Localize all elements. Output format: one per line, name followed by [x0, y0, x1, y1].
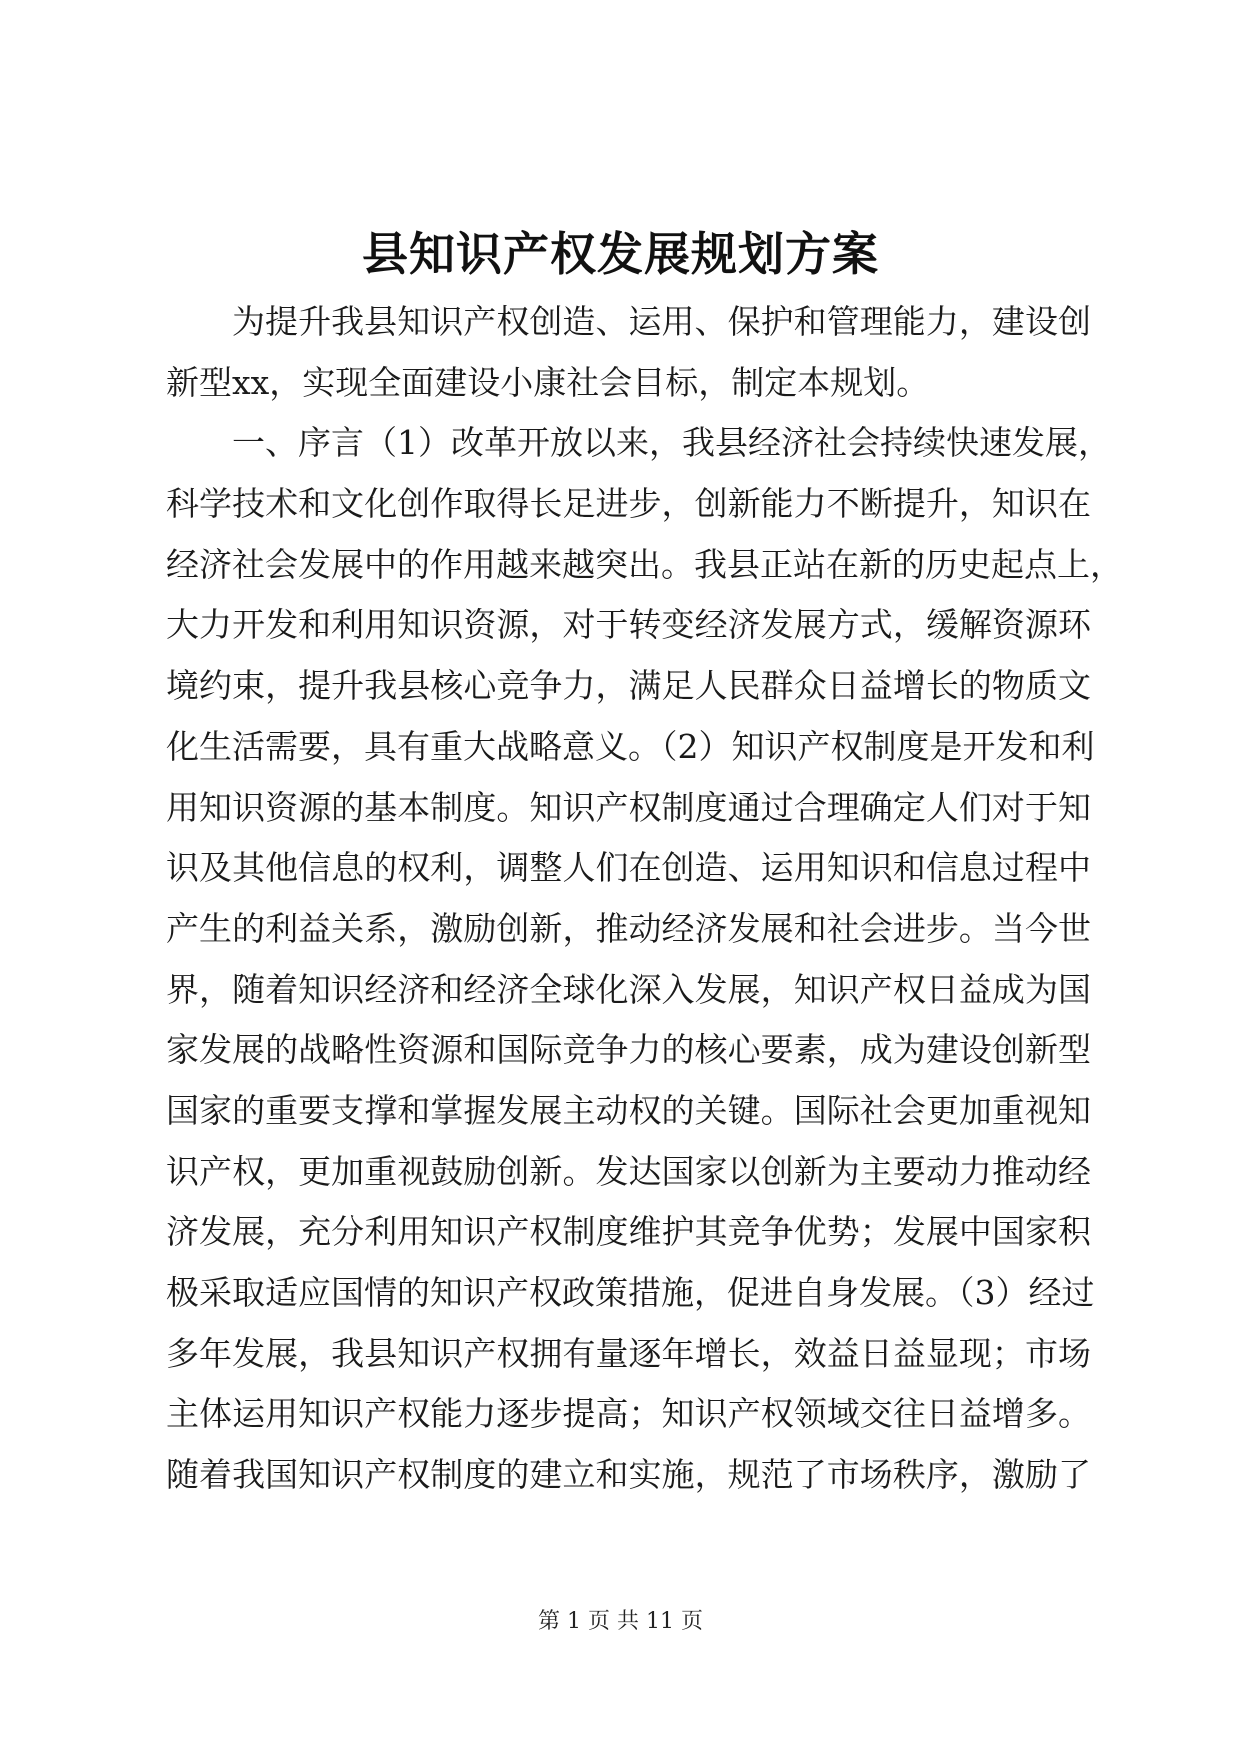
paragraph-2-line-3: 经济社会发展中的作用越来越突出。我县正站在新的历史起点上，	[166, 544, 1123, 584]
paragraph-2-line-10: 界，随着知识经济和经济全球化深入发展，知识产权日益成为国	[166, 969, 1091, 1009]
document-body	[166, 292, 1123, 1506]
document-title: 县知识产权发展规划方案	[362, 227, 879, 281]
paragraph-2-line-14: 济发展，充分利用知识产权制度维护其竞争优势；发展中国家积	[166, 1212, 1091, 1252]
paragraph-2-line-13: 识产权，更加重视鼓励创新。发达国家以创新为主要动力推动经	[166, 1151, 1091, 1191]
page-number-footer: 第 1 页 共 11 页	[538, 1609, 703, 1634]
paragraph-2-line-2: 科学技术和文化创作取得长足进步，创新能力不断提升，知识在	[166, 484, 1091, 524]
paragraph-2-line-17: 主体运用知识产权能力逐步提高；知识产权领域交往日益增多。	[166, 1394, 1091, 1434]
paragraph-1-line-1: 为提升我县知识产权创造、运用、保护和管理能力，建设创	[232, 302, 1091, 341]
paragraph-2-line-1: 一、序言（1）改革开放以来，我县经济社会持续快速发展，	[232, 423, 1111, 463]
paragraph-2-line-6: 化生活需要，具有重大战略意义。（2）知识产权制度是开发和利	[166, 726, 1095, 766]
paragraph-2-line-5: 境约束，提升我县核心竞争力，满足人民群众日益增长的物质文	[166, 666, 1091, 706]
paragraph-2-line-16: 多年发展，我县知识产权拥有量逐年增长，效益日益显现；市场	[166, 1333, 1091, 1373]
paragraph-1-line-2: 新型xx，实现全面建设小康社会目标，制定本规划。	[166, 362, 930, 402]
paragraph-2-line-11: 家发展的战略性资源和国际竞争力的核心要素，成为建设创新型	[166, 1030, 1091, 1070]
paragraph-2-line-12: 国家的重要支撑和掌握发展主动权的关键。国际社会更加重视知	[166, 1090, 1091, 1130]
paragraph-2-line-8: 识及其他信息的权利，调整人们在创造、运用知识和信息过程中	[166, 848, 1091, 888]
paragraph-2-line-4: 大力开发和利用知识资源，对于转变经济发展方式，缓解资源环	[166, 605, 1091, 645]
paragraph-2-line-18: 随着我国知识产权制度的建立和实施，规范了市场秩序，激励了	[166, 1455, 1091, 1495]
paragraph-2-line-9: 产生的利益关系，激励创新，推动经济发展和社会进步。当今世	[166, 908, 1091, 948]
paragraph-2-line-15: 极采取适应国情的知识产权政策措施，促进自身发展。（3）经过	[166, 1273, 1095, 1312]
paragraph-2-line-7: 用知识资源的基本制度。知识产权制度通过合理确定人们对于知	[166, 787, 1091, 827]
